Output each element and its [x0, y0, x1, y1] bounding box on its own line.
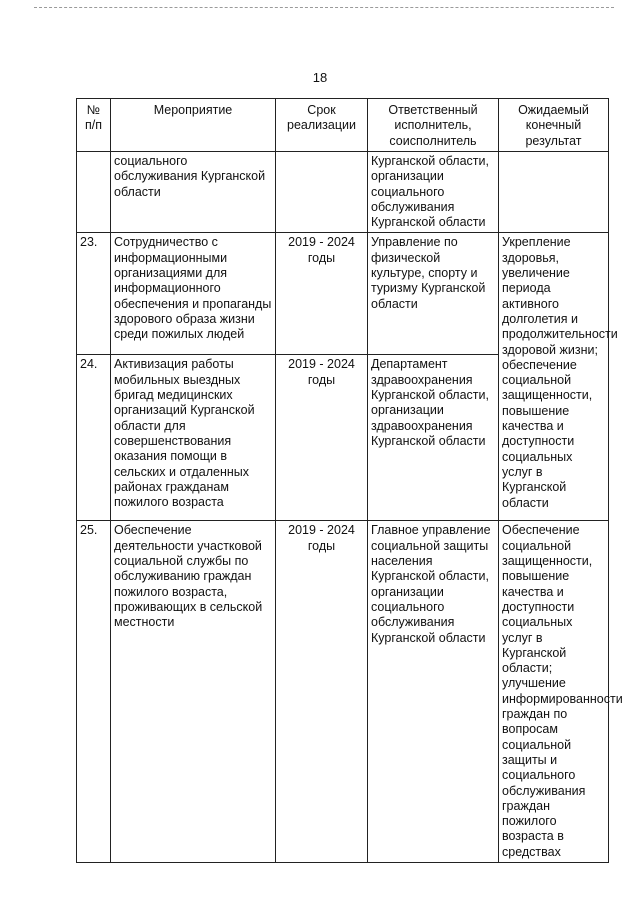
- header-result: Ожидаемый конечный результат: [499, 99, 609, 152]
- header-term: Срок реализации: [276, 99, 368, 152]
- row-executor: Главное управление социальной защиты населения Курганской области, организации социального обслуживания Курганской области: [368, 521, 499, 863]
- row-executor: Управление по физической культуре, спорту и туризму Курганской области: [368, 233, 499, 355]
- measures-table: [76, 98, 623, 863]
- continuation-number: [77, 152, 111, 233]
- header-row: [77, 99, 609, 152]
- table-row: [77, 233, 609, 355]
- row-event: Активизация работы мобильных выездных бригад медицинских организаций Курганской области для совершенствования оказания помощи в сельских и отдаленных районах гражданам пожилого возраста: [111, 355, 276, 521]
- continuation-event: социального обслуживания Курганской области: [111, 152, 276, 233]
- header-executor: Ответственный исполнитель, соисполнитель: [368, 99, 499, 152]
- row-term: 2019 - 2024 годы: [276, 355, 368, 521]
- continuation-row: [77, 152, 609, 233]
- row-number: 24.: [77, 355, 111, 521]
- continuation-executor: Курганской области, организации социального обслуживания Курганской области: [368, 152, 499, 233]
- top-scan-edge: [34, 7, 614, 8]
- continuation-result: [499, 152, 609, 233]
- row-event: Сотрудничество с информационными организациями для информационного обеспечения и пропаганды здорового образа жизни среди пожилых людей: [111, 233, 276, 355]
- row-number: 23.: [77, 233, 111, 355]
- row-result: Обеспечение социальной защищенности, повышение качества и доступности социальных услуг в Курганской области; улучшение информированности граждан по вопросам социальной защиты и социального обслуживания граждан пожилого возраста в средствах: [499, 521, 609, 863]
- page-number: 18: [312, 70, 328, 85]
- row-number: 25.: [77, 521, 111, 863]
- table-row: [77, 521, 609, 863]
- row-term: 2019 - 2024 годы: [276, 521, 368, 863]
- merged-result-cell: Укрепление здоровья, увеличение периода активного долголетия и продолжительности здоровой жизни; обеспечение социальной защищенности, повышение качества и доступности социальных услуг в Курганской области: [499, 233, 609, 521]
- header-number: № п/п: [77, 99, 111, 152]
- row-event: Обеспечение деятельности участковой социальной службы по обслуживанию граждан пожилого возраста, проживающих в сельской местности: [111, 521, 276, 863]
- row-executor: Департамент здравоохранения Курганской области, организации здравоохранения Курганской области: [368, 355, 499, 521]
- continuation-term: [276, 152, 368, 233]
- header-event: Мероприятие: [111, 99, 276, 152]
- row-term: 2019 - 2024 годы: [276, 233, 368, 355]
